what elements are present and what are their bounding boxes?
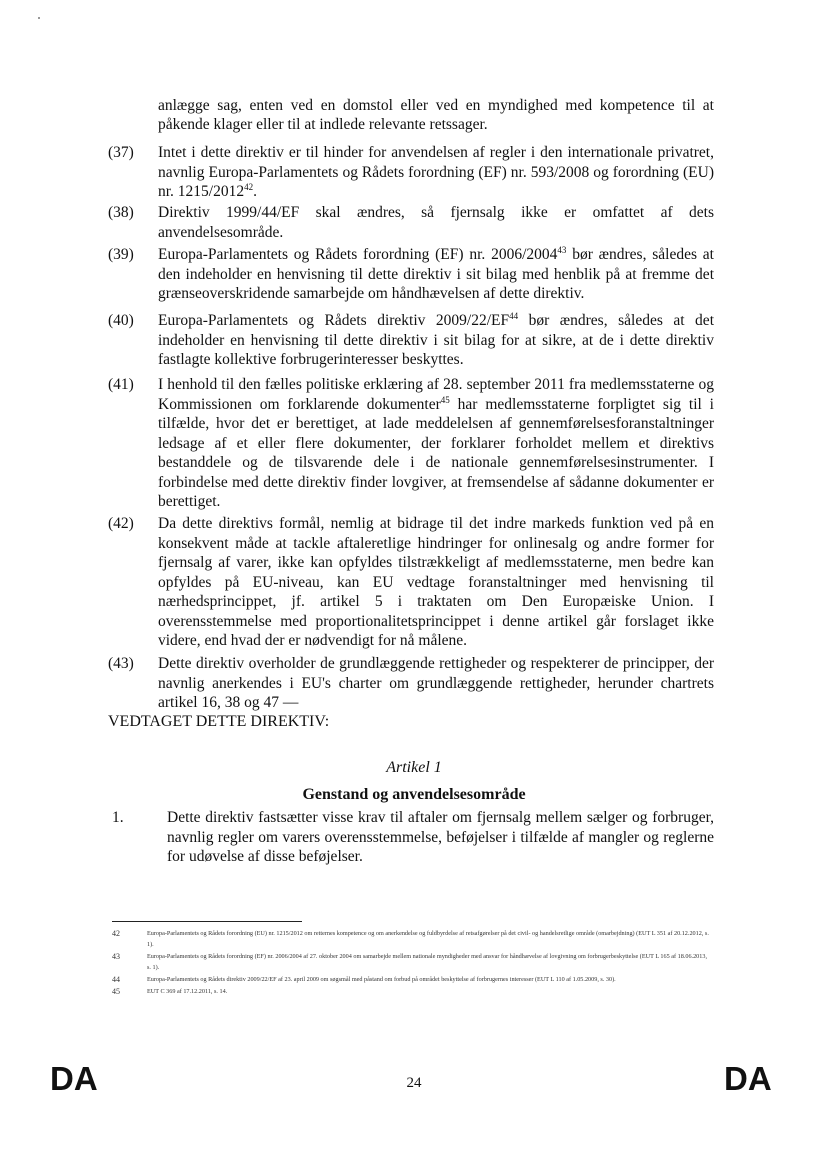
footnote-ref[interactable]: 44 (509, 310, 519, 321)
intro-text: anlægge sag, enten ved en domstol eller ved en myndighed med kompetence til at påkende klager eller til at indlede relevante retssager. (158, 97, 714, 133)
article-paragraph-text: Dette direktiv fastsætter visse krav til aftaler om fjernsalg mellem sælger og forbruger, navnlig regler om varers overensstemmelse, beføjelser i tilfælde af mangler og reglerne for udøvelse af disse beføjelser. (167, 809, 714, 865)
footnote-43 (112, 951, 712, 973)
scan-speck (38, 17, 40, 19)
footnote-text: EUT C 369 af 17.12.2011, s. 14. (147, 988, 228, 995)
footnote-text: Europa-Parlamentets og Rådets direktiv 2009/22/EF af 23. april 2009 om søgsmål med påstand om forbud på området beskyttelse af forbrugernes interesser (EUT L 110 af 1.05.2009, s. 30). (147, 976, 616, 983)
recital-text: Dette direktiv overholder de grundlæggende rettigheder og respekterer de principper, der navnlig anerkendes i EU's charter om grundlæggende rettigheder, herunder chartrets artikel 16, 38 og 47 — (158, 655, 714, 711)
recital-41 (108, 375, 714, 512)
footnote-42 (112, 928, 712, 950)
language-code-right: DA (724, 1060, 772, 1097)
recital-text: Europa-Parlamentets og Rådets forordning (EF) nr. 2006/2004$^{43}$ bør ændres, således at den indeholder en henvisning til dette direktiv i sit bilag med henblik på at fremme det grænseoverskridende samarbejde om håndhævelsen af dette direktiv. (158, 244, 714, 302)
footnote-number: 43 (112, 952, 120, 961)
footnote-number: 42 (112, 929, 120, 938)
recital-40 (108, 311, 714, 370)
recital-43 (108, 654, 714, 713)
footnote-ref[interactable]: 45 (440, 394, 450, 405)
recital-42 (108, 514, 714, 651)
footnote-44 (112, 974, 712, 985)
recital-39 (108, 245, 714, 304)
footnote-number: 45 (112, 987, 120, 996)
footnote-ref[interactable]: 43 (557, 244, 567, 255)
article-title: Artikel 1 (386, 759, 442, 776)
footnote-ref[interactable]: 42 (244, 181, 254, 192)
article-paragraph (112, 808, 714, 867)
footnote-text: Europa-Parlamentets og Rådets forordning (EF) nr. 2006/2004 af 27. oktober 2004 om samarbejde mellem nationale myndigheder med ansvar for håndhævelse af lovgivning om forbrugerbeskyttelse (EUT L 165 af 18.06.2013, s. 1). (147, 953, 708, 971)
footnote-45 (112, 986, 712, 997)
recital-number: (41) (108, 376, 134, 393)
footnote-divider (112, 921, 302, 922)
recital-text: Europa-Parlamentets og Rådets direktiv 2009/22/EF$^{44}$ bør ændres, således at det indeholder en henvisning til dette direktiv i sit bilag for at sikre, at de i dette direktiv fastlagte kollektive forbrugerinteresser beskyttes. (158, 310, 714, 368)
recital-38 (108, 203, 714, 242)
page-number: 24 (406, 1075, 422, 1091)
recital-number: (40) (108, 312, 134, 329)
article-paragraph-number: 1. (112, 809, 124, 826)
recital-text: Intet i dette direktiv er til hinder for anvendelsen af regler i den internationale privatret, navnlig Europa-Parlamentets og Rådets forordning (EF) nr. 593/2008 og forordning (EU) nr. 1215/2012$^{42}$. (158, 144, 714, 200)
recital-text: I henhold til den fælles politiske erklæring af 28. september 2011 fra medlemsstaterne og Kommissionen om forklarende dokumenter$^{45}$ har medlemsstaterne forpligtet sig til i tilfælde, hvor det er berettiget, at lade meddelelsen af gennemførelsesforanstaltninger ledsage af et eller flere dokumenter, der forklarer forholdet mellem et direktivs bestanddele og de tilsvarende dele i de nationale gennemførelsesinstrumenter. I forbindelse med dette direktiv finder lovgiver, at fremsendelse af sådanne dokumenter er berettiget. (158, 376, 714, 510)
recital-number: (37) (108, 144, 134, 161)
recital-text: Da dette direktivs formål, nemlig at bidrage til det indre markeds funktion ved på en konsekvent måde at tackle aftaleretlige hindringer for onlinesalg og andre former for fjernsalg af varer, ikke kan opfyldes tilstrækkeligt af medlemsstaterne, men bedre kan opfyldes på EU-niveau, kan EU vedtage foranstaltninger med henvisning til nærhedsprincippet, jf. artikel 5 i traktaten om Den Europæiske Union. I overensstemmelse med proportionalitetsprincippet i denne artikel går forslaget ikke videre, end hvad der er nødvendigt for nå målene. (158, 515, 714, 649)
recital-number: (39) (108, 246, 134, 263)
adoption-heading: VEDTAGET DETTE DIREKTIV: (108, 713, 330, 730)
footnotes (112, 928, 712, 998)
article-subtitle: Genstand og anvendelsesområde (302, 786, 526, 803)
recital-number: (42) (108, 515, 134, 532)
footnote-text: Europa-Parlamentets og Rådets forordning (EU) nr. 1215/2012 om retternes kompetence og om anerkendelse og fuldbyrdelse af retsafgørelser på det civil- og handelsretlige område (omarbejdning) (EUT L 351 af 20.12.2012, s. 1). (147, 930, 709, 948)
recital-number: (38) (108, 204, 134, 221)
language-code-left: DA (50, 1060, 98, 1097)
footnote-number: 44 (112, 975, 120, 984)
recital-number: (43) (108, 655, 134, 672)
recital-37 (108, 143, 714, 202)
recital-text: Direktiv 1999/44/EF skal ændres, så fjernsalg ikke er omfattet af dets anvendelsesområde. (158, 204, 714, 241)
